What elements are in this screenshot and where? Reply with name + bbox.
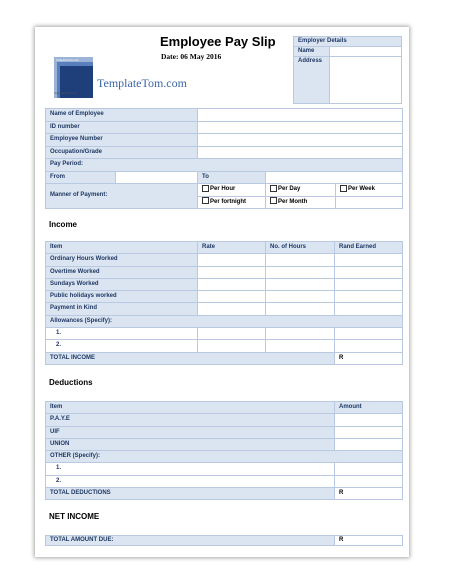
manner-of-payment-label: Manner of Payment: (46, 184, 198, 209)
employer-address-label: Address (294, 57, 330, 104)
checkbox-icon[interactable] (270, 197, 277, 204)
income-rate-cell[interactable] (198, 266, 266, 278)
total-deductions-value[interactable]: R (335, 488, 403, 500)
from-label: From (46, 171, 116, 184)
income-earned-cell[interactable] (335, 328, 403, 340)
logo-caption: TemplateTom.com (56, 58, 79, 62)
deduction-row-label: UNION (46, 438, 335, 450)
net-income-section-title: NET INCOME (49, 512, 100, 521)
logo-subcaption: TemplateTom.com (54, 91, 77, 95)
to-field[interactable] (266, 171, 403, 184)
deductions-col-item: Item (46, 402, 335, 414)
income-row-label: Sundays Worked (46, 278, 198, 290)
income-earned-cell[interactable] (335, 303, 403, 315)
option-per-week[interactable]: Per Week (336, 184, 403, 197)
deduction-amount-cell[interactable] (335, 475, 403, 487)
deduction-amount-cell[interactable] (335, 463, 403, 475)
table-row (46, 414, 403, 426)
income-rate-cell[interactable] (198, 254, 266, 266)
total-deductions-label: TOTAL DEDUCTIONS (46, 488, 335, 500)
page-title: Employee Pay Slip (160, 34, 276, 49)
from-field[interactable] (116, 171, 198, 184)
employer-name-field[interactable] (330, 47, 402, 57)
table-row (46, 463, 403, 475)
income-hours-cell[interactable] (266, 291, 335, 303)
income-earned-cell[interactable] (335, 278, 403, 290)
income-rate-cell[interactable] (198, 303, 266, 315)
income-rate-cell[interactable] (198, 328, 266, 340)
table-row (46, 266, 403, 278)
employee-number-label: Employee Number (46, 134, 198, 147)
income-table (45, 241, 403, 365)
other-deduction-2[interactable]: 2. (46, 475, 335, 487)
total-amount-due-value[interactable]: R (335, 536, 403, 546)
employee-name-label: Name of Employee (46, 109, 198, 122)
option-per-hour[interactable]: Per Hour (198, 184, 266, 197)
deduction-row-label: P.A.Y.E (46, 414, 335, 426)
net-income-table (45, 535, 403, 546)
deductions-col-amount: Amount (335, 402, 403, 414)
deductions-section-title: Deductions (49, 378, 93, 387)
id-number-field[interactable] (198, 121, 403, 134)
table-row (46, 488, 403, 500)
income-rate-cell[interactable] (198, 340, 266, 352)
income-row-label: Allowances (Specify): (46, 315, 403, 327)
income-earned-cell[interactable] (335, 340, 403, 352)
option-empty (336, 196, 403, 209)
income-rate-cell[interactable] (198, 291, 266, 303)
employer-details-table (293, 36, 402, 104)
deduction-row-label: UIF (46, 426, 335, 438)
total-income-value[interactable]: R (335, 352, 403, 364)
deductions-table (45, 401, 403, 500)
income-hours-cell[interactable] (266, 340, 335, 352)
income-row-label: Payment in Kind (46, 303, 198, 315)
occupation-label: Occupation/Grade (46, 146, 198, 159)
logo-text: TemplateTom.com (97, 76, 187, 90)
to-label: To (198, 171, 266, 184)
employee-number-field[interactable] (198, 134, 403, 147)
deduction-row-label: OTHER (Specify): (46, 451, 403, 463)
table-row (46, 352, 403, 364)
checkbox-icon[interactable] (202, 185, 209, 192)
income-col-earned: Rand Earned (335, 242, 403, 254)
income-row-label: Overtime Worked (46, 266, 198, 278)
income-hours-cell[interactable] (266, 328, 335, 340)
table-row (46, 475, 403, 487)
deduction-amount-cell[interactable] (335, 426, 403, 438)
income-section-title: Income (49, 220, 78, 229)
income-hours-cell[interactable] (266, 278, 335, 290)
employer-name-label: Name (294, 47, 330, 57)
table-row (46, 426, 403, 438)
income-hours-cell[interactable] (266, 266, 335, 278)
deduction-amount-cell[interactable] (335, 438, 403, 450)
employer-address-field[interactable] (330, 57, 402, 104)
checkbox-icon[interactable] (270, 185, 277, 192)
income-row-label: Ordinary Hours Worked (46, 254, 198, 266)
table-row (46, 438, 403, 450)
option-per-fortnight[interactable]: Per fortnight (198, 196, 266, 209)
occupation-field[interactable] (198, 146, 403, 159)
table-row (46, 254, 403, 266)
income-rate-cell[interactable] (198, 278, 266, 290)
table-row (46, 328, 403, 340)
employer-details-heading: Employer Details (294, 37, 402, 47)
allowance-item-1[interactable]: 1. (46, 328, 198, 340)
income-col-rate: Rate (198, 242, 266, 254)
pay-period-label: Pay Period: (46, 159, 403, 172)
income-earned-cell[interactable] (335, 291, 403, 303)
table-row (46, 451, 403, 463)
option-per-day[interactable]: Per Day (266, 184, 336, 197)
id-number-label: ID number (46, 121, 198, 134)
checkbox-icon[interactable] (202, 197, 209, 204)
option-per-month[interactable]: Per Month (266, 196, 336, 209)
employee-name-field[interactable] (198, 109, 403, 122)
income-earned-cell[interactable] (335, 254, 403, 266)
employee-details-table (45, 108, 403, 209)
slip-date: Date: 06 May 2016 (161, 52, 222, 61)
table-row (46, 315, 403, 327)
total-amount-due-label: TOTAL AMOUNT DUE: (46, 536, 335, 546)
allowance-item-2[interactable]: 2. (46, 340, 198, 352)
income-row-label: Public holidays worked (46, 291, 198, 303)
income-hours-cell[interactable] (266, 303, 335, 315)
income-col-item: Item (46, 242, 198, 254)
deduction-amount-cell[interactable] (335, 414, 403, 426)
checkbox-icon[interactable] (340, 185, 347, 192)
other-deduction-1[interactable]: 1. (46, 463, 335, 475)
table-row (46, 303, 403, 315)
income-earned-cell[interactable] (335, 266, 403, 278)
income-col-hours: No. of Hours (266, 242, 335, 254)
income-hours-cell[interactable] (266, 254, 335, 266)
total-income-label: TOTAL INCOME (46, 352, 335, 364)
table-row (46, 291, 403, 303)
table-row (46, 340, 403, 352)
table-row (46, 278, 403, 290)
